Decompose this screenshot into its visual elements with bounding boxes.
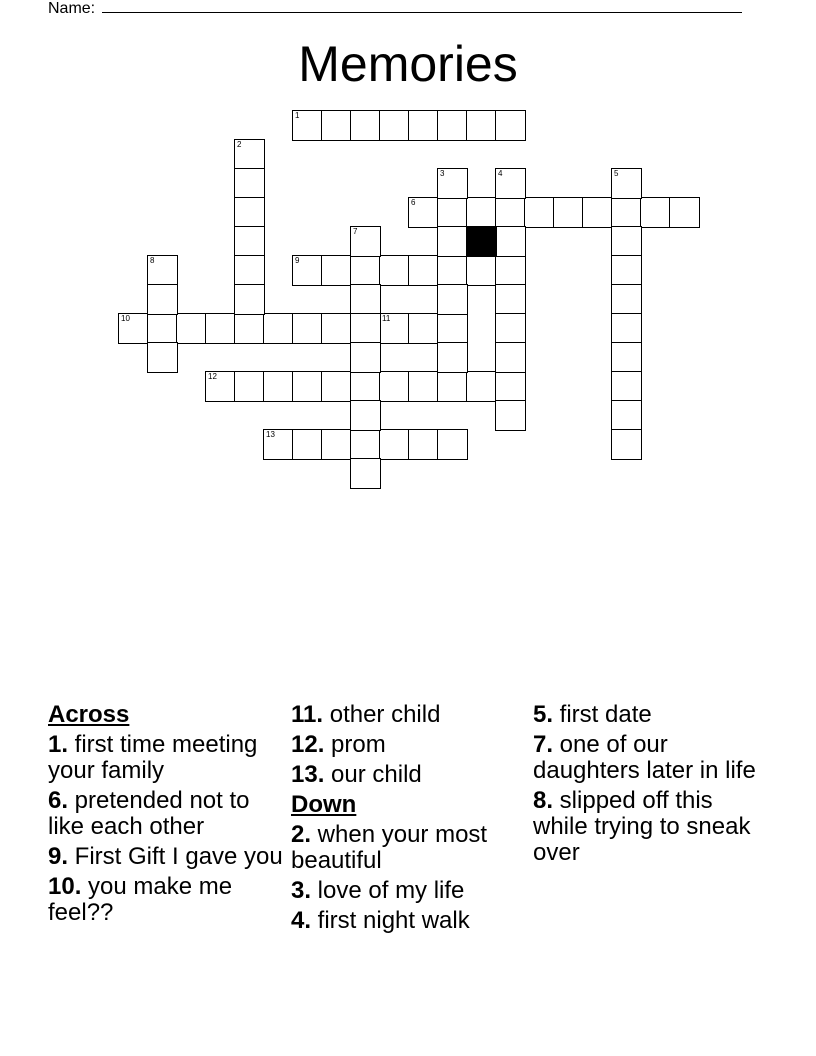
clue-number: 8. — [533, 787, 554, 814]
grid-cell[interactable] — [408, 110, 439, 141]
grid-cell[interactable] — [437, 255, 468, 286]
clue-item — [533, 788, 763, 866]
clue-number: 12. — [291, 731, 325, 758]
clue-text: love of my life — [311, 877, 465, 904]
grid-cell[interactable] — [292, 255, 323, 286]
down-heading: Down — [291, 791, 357, 818]
clue-item — [291, 908, 521, 934]
grid-cell[interactable] — [553, 197, 584, 228]
clue-text: when your most beautiful — [291, 821, 488, 874]
cell-number: 10 — [121, 314, 130, 323]
clue-column-3 — [533, 702, 763, 870]
clue-number: 10. — [48, 873, 82, 900]
grid-cell[interactable] — [524, 197, 555, 228]
grid-cell[interactable] — [292, 313, 323, 344]
grid-cell[interactable] — [437, 313, 468, 344]
grid-cell[interactable] — [466, 110, 497, 141]
cell-number: 5 — [614, 169, 619, 178]
cell-number: 7 — [353, 227, 358, 236]
grid-cell[interactable] — [379, 371, 410, 402]
grid-cell[interactable] — [321, 371, 352, 402]
name-label: Name: — [48, 0, 100, 17]
grid-cell[interactable] — [321, 110, 352, 141]
grid-cell[interactable] — [466, 255, 497, 286]
grid-cell[interactable] — [350, 400, 381, 431]
clue-number: 4. — [291, 907, 312, 934]
grid-cell[interactable] — [263, 429, 294, 460]
grid-cell[interactable] — [582, 197, 613, 228]
grid-cell[interactable] — [611, 313, 642, 344]
grid-cell[interactable] — [234, 197, 265, 228]
grid-cell[interactable] — [147, 284, 178, 315]
grid-cell[interactable] — [611, 284, 642, 315]
grid-cell[interactable] — [495, 168, 526, 199]
clue-number: 2. — [291, 821, 312, 848]
grid-cell[interactable] — [408, 197, 439, 228]
clue-item — [48, 788, 288, 840]
grid-cell[interactable] — [118, 313, 149, 344]
grid-cell[interactable] — [408, 371, 439, 402]
clue-number: 9. — [48, 843, 69, 870]
grid-cell[interactable] — [321, 313, 352, 344]
grid-cell[interactable] — [379, 110, 410, 141]
grid-cell[interactable] — [495, 342, 526, 373]
grid-cell[interactable] — [234, 139, 265, 170]
grid-cell[interactable] — [669, 197, 700, 228]
grid-cell[interactable] — [234, 371, 265, 402]
grid-cell[interactable] — [611, 197, 642, 228]
grid-cell[interactable] — [292, 110, 323, 141]
clue-text: you make me feel?? — [48, 873, 233, 926]
cell-number: 3 — [440, 169, 445, 178]
clue-text: other child — [323, 701, 441, 728]
grid-cell[interactable] — [263, 313, 294, 344]
grid-cell[interactable] — [234, 226, 265, 257]
grid-cell[interactable] — [611, 168, 642, 199]
grid-cell[interactable] — [437, 429, 468, 460]
grid-cell[interactable] — [437, 226, 468, 257]
grid-cell[interactable] — [437, 110, 468, 141]
grid-cell[interactable] — [437, 342, 468, 373]
grid-cell[interactable] — [611, 342, 642, 373]
grid-cell[interactable] — [495, 255, 526, 286]
grid-cell[interactable] — [350, 313, 381, 344]
grid-cell[interactable] — [495, 197, 526, 228]
grid-cell[interactable] — [234, 313, 265, 344]
grid-cell[interactable] — [495, 110, 526, 141]
grid-cell[interactable] — [321, 429, 352, 460]
cell-number: 12 — [208, 372, 217, 381]
grid-cell[interactable] — [321, 255, 352, 286]
grid-cell[interactable] — [379, 255, 410, 286]
clue-number: 7. — [533, 731, 554, 758]
crossword-grid — [0, 0, 816, 500]
cell-number: 13 — [266, 430, 275, 439]
clue-item — [291, 878, 521, 904]
page-title: Memories — [298, 36, 518, 92]
grid-cell[interactable] — [437, 284, 468, 315]
grid-cell[interactable] — [379, 313, 410, 344]
cell-number: 8 — [150, 256, 155, 265]
clue-text: pretended not to like each other — [48, 787, 250, 840]
grid-cell[interactable] — [350, 342, 381, 373]
grid-cell[interactable] — [495, 284, 526, 315]
grid-cell[interactable] — [466, 197, 497, 228]
grid-cell[interactable] — [205, 313, 236, 344]
clue-text: first date — [553, 701, 652, 728]
grid-cell[interactable] — [350, 284, 381, 315]
grid-cell[interactable] — [466, 371, 497, 402]
grid-cell[interactable] — [495, 226, 526, 257]
clue-number: 1. — [48, 731, 69, 758]
grid-cell[interactable] — [495, 371, 526, 402]
grid-cell[interactable] — [292, 429, 323, 460]
across-heading: Across — [48, 701, 130, 728]
grid-cell[interactable] — [234, 284, 265, 315]
grid-cell[interactable] — [437, 371, 468, 402]
grid-cell[interactable] — [147, 255, 178, 286]
cell-number: 1 — [295, 111, 300, 120]
clue-item — [291, 762, 521, 788]
grid-cell[interactable] — [147, 342, 178, 373]
grid-cell[interactable] — [495, 313, 526, 344]
clue-number: 3. — [291, 877, 312, 904]
clue-text: first night walk — [311, 907, 470, 934]
cell-number: 9 — [295, 256, 300, 265]
clue-number: 6. — [48, 787, 69, 814]
grid-cell[interactable] — [437, 168, 468, 199]
clue-item — [533, 702, 763, 728]
clue-number: 5. — [533, 701, 554, 728]
black-cell — [466, 226, 497, 257]
cell-number: 2 — [237, 140, 242, 149]
clue-number: 11. — [291, 701, 324, 728]
grid-cell[interactable] — [263, 371, 294, 402]
grid-cell[interactable] — [147, 313, 178, 344]
grid-cell[interactable] — [292, 371, 323, 402]
cell-number: 4 — [498, 169, 503, 178]
grid-cell[interactable] — [640, 197, 671, 228]
clue-item — [291, 732, 521, 758]
clue-text: our child — [324, 761, 422, 788]
clue-item — [48, 844, 288, 870]
grid-cell[interactable] — [205, 371, 236, 402]
clue-item — [291, 702, 521, 728]
grid-cell[interactable] — [611, 400, 642, 431]
clue-item — [48, 874, 288, 926]
grid-cell[interactable] — [408, 255, 439, 286]
cell-number: 6 — [411, 198, 416, 207]
grid-cell[interactable] — [350, 255, 381, 286]
grid-cell[interactable] — [350, 458, 381, 489]
grid-cell[interactable] — [408, 429, 439, 460]
grid-cell[interactable] — [350, 110, 381, 141]
grid-cell[interactable] — [350, 371, 381, 402]
clue-item — [533, 732, 763, 784]
cell-number: 11 — [382, 314, 391, 323]
grid-cell[interactable] — [437, 197, 468, 228]
grid-cell[interactable] — [350, 429, 381, 460]
grid-cell[interactable] — [611, 255, 642, 286]
clue-column-1 — [48, 702, 288, 930]
grid-cell[interactable] — [176, 313, 207, 344]
clue-text: prom — [324, 731, 386, 758]
grid-cell[interactable] — [611, 429, 642, 460]
grid-cell[interactable] — [495, 400, 526, 431]
clue-item — [291, 822, 521, 874]
clue-text: slipped off this while trying to sneak over — [533, 787, 751, 866]
clue-item — [48, 732, 288, 784]
clue-text: first time meeting your family — [48, 731, 258, 784]
clue-text: one of our daughters later in life — [533, 731, 756, 784]
grid-cell[interactable] — [234, 168, 265, 199]
clue-column-2 — [291, 702, 521, 938]
clue-number: 13. — [291, 761, 325, 788]
grid-cell[interactable] — [408, 313, 439, 344]
grid-cell[interactable] — [379, 429, 410, 460]
clue-text: First Gift I gave you — [68, 843, 283, 870]
grid-cell[interactable] — [611, 371, 642, 402]
grid-cell[interactable] — [350, 226, 381, 257]
grid-cell[interactable] — [611, 226, 642, 257]
grid-cell[interactable] — [234, 255, 265, 286]
